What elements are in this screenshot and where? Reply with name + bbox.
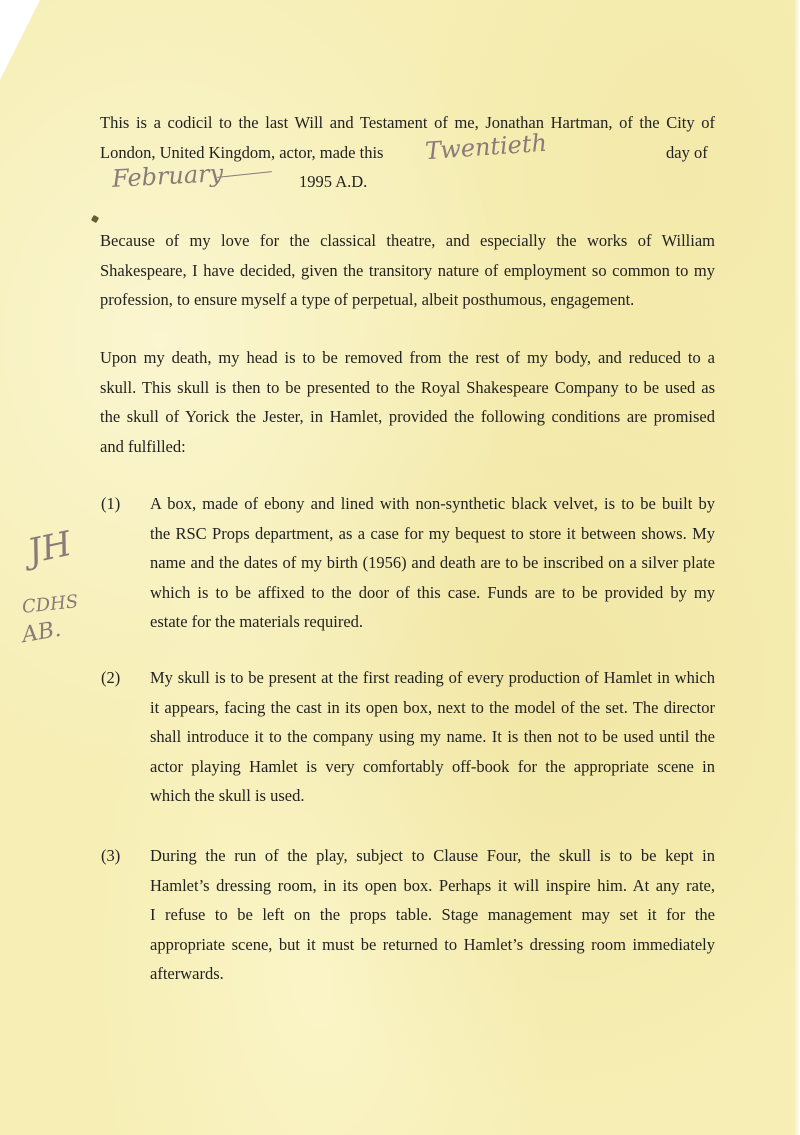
handwritten-day: Twentieth xyxy=(424,128,548,166)
intro-line-2-start: London, United Kingdom, actor, made this xyxy=(100,142,384,162)
clause-line: afterwards. xyxy=(150,964,224,983)
clause-line: shall introduce it to the company using my name. It is then not to be used until the xyxy=(150,727,715,746)
margin-note-1: CDHS xyxy=(21,591,80,618)
clause-line: During the run of the play, subject to Clause Four, the skull is to be kept in xyxy=(150,846,715,865)
clause-line: the RSC Props department, as a case for my bequest to store it between shows. My xyxy=(150,523,715,543)
clause-line: appropriate scene, but it must be returned to Hamlet’s dressing room immediately xyxy=(150,934,715,954)
clause-line: name and the dates of my birth (1956) and death are to be inscribed on a silver plate xyxy=(150,553,715,572)
paragraph-line: the skull of Yorick the Jester, in Hamlet, provided the following conditions are promised xyxy=(100,407,715,426)
clause-line: Hamlet’s dressing room, in its open box. Perhaps it will inspire him. At any rate, xyxy=(150,875,715,895)
paragraph-line: Because of my love for the classical theatre, and especially the works of William xyxy=(100,231,715,250)
clause-line: which is to be affixed to the door of this case. Funds are to be provided by my xyxy=(150,582,715,602)
clause-2-text xyxy=(150,663,715,811)
intro-line-1: This is a codicil to the last Will and Testament of me, Jonathan Hartman, of the City of xyxy=(100,113,715,132)
paragraph-2 xyxy=(100,343,715,461)
margin-note-2: AB. xyxy=(20,616,63,649)
clause-line: A box, made of ebony and lined with non-synthetic black velvet, is to be built by xyxy=(150,494,715,513)
clause-line: it appears, facing the cast in its open box, next to the model of the set. The director xyxy=(150,697,715,717)
paragraph-line: skull. This skull is then to be presented to the Royal Shakespeare Company to be used as xyxy=(100,377,715,397)
clause-line: actor playing Hamlet is very comfortably off-book for the appropriate scene in xyxy=(150,756,715,776)
paragraph-line: and fulfilled: xyxy=(100,436,186,456)
intro-year: 1995 A.D. xyxy=(299,172,368,191)
clause-line: I refuse to be left on the props table. Stage management may set it for the xyxy=(150,905,715,924)
paragraph-line: profession, to ensure myself a type of perpetual, albeit posthumous, engagement. xyxy=(100,290,635,309)
intro-line-2-end: day of xyxy=(666,142,708,162)
handwritten-month: February xyxy=(111,159,224,193)
page-edge xyxy=(794,0,800,1135)
clause-2-number: (2) xyxy=(101,668,121,687)
paragraph-line: Upon my death, my head is to be removed from the rest of my body, and reduced to a xyxy=(100,348,715,367)
paragraph-1 xyxy=(100,226,715,315)
paragraph-line: Shakespeare, I have decided, given the transitory nature of employment so common to my xyxy=(100,260,715,280)
clause-3-text xyxy=(150,841,715,989)
clause-3-number: (3) xyxy=(101,846,121,865)
clause-1-number: (1) xyxy=(101,494,121,513)
torn-corner xyxy=(0,0,40,80)
clause-1-text xyxy=(150,489,715,637)
clause-line: My skull is to be present at the first reading of every production of Hamlet in which xyxy=(150,668,715,687)
clause-line: estate for the materials required. xyxy=(150,612,364,631)
codicil-intro xyxy=(100,108,715,138)
margin-initials: JH xyxy=(24,523,75,573)
clause-line: which the skull is used. xyxy=(150,786,305,805)
